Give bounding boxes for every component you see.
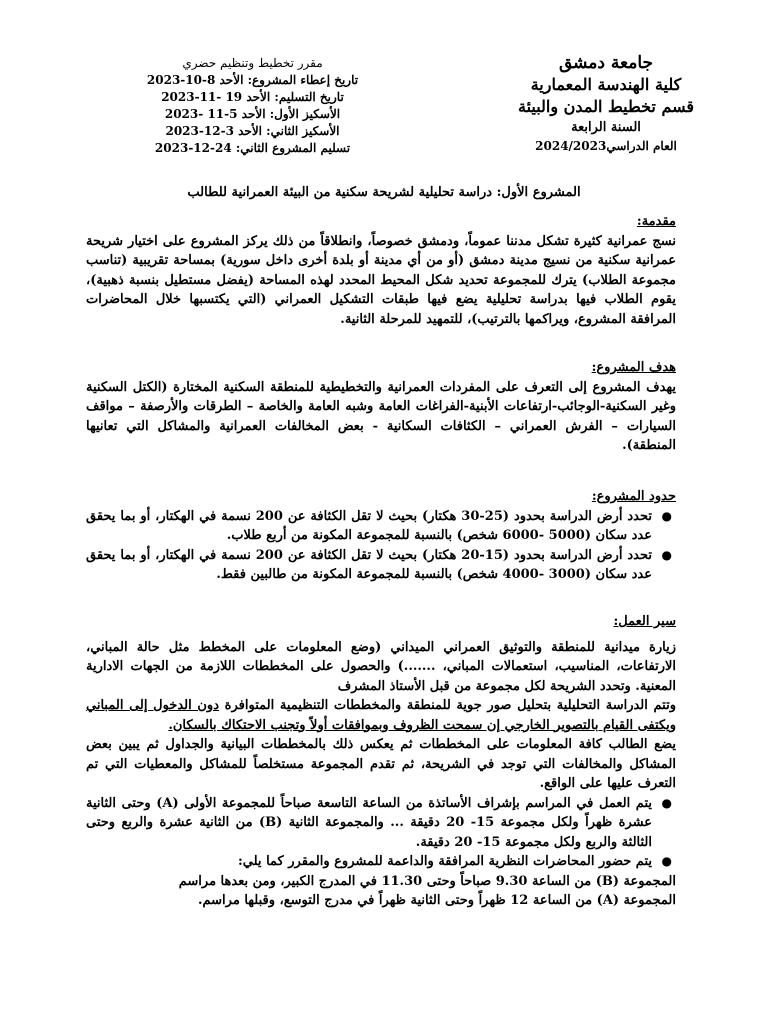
goal-heading: هدف المشروع:: [591, 360, 676, 375]
bullet-icon: ●: [661, 795, 672, 810]
workflow-paragraph-2: وتتم الدراسة التحليلية بتحليل صور جوية للمنطقة والمخططات التنظيمية المتوافرة دون الدخول إلى المباني ويكتفى القيام بالتصوير الخارجي إن سمحت الظروف وبموافقات أولاً وتجنب الاحتكاك بالسكان.: [86, 698, 677, 733]
intro-section: [86, 212, 676, 329]
institution-header: [506, 52, 706, 155]
group-a-schedule: المجموعة (A) من الساعة 12 ظهراً وحتى الثانية ظهراً في مدرج التوسع، وقبلها مراسم.: [197, 893, 676, 908]
bullet-icon: ●: [661, 854, 672, 868]
study-year: السنة الرابعة: [571, 120, 641, 135]
limits-list: [86, 507, 676, 585]
date-delivery: تاريخ التسليم: الأحد 19 -11-2023: [161, 90, 344, 104]
university-name: جامعة دمشق: [558, 53, 654, 73]
date-sketch-1: الأسكيز الأول: الأحد 5-11 -2023: [164, 107, 341, 121]
limits-heading: حدود المشروع:: [591, 489, 676, 504]
intro-text: نسج عمرانية كثيرة تشكل مدننا عموماً، ودمشق خصوصاً، وانطلاقاً من ذلك يركز المشروع على اختيار شريحة عمرانية سكنية من نسيج مدينة دمشق (أو من أي مدينة أو بلدة أخرى داخل سورية) بمساحة تقريبية (تناسب مجموعة الطلاب) يترك للمجموعة تحديد شكل المحيط المحدد لهذه المساحة (يفضل مستطيل بنسبة ذهبية)، يقوم الطلاب فيها بدراسة تحليلية يضع فيها طبقات التشكيل العمراني (التي يكتسبها خلال المحاضرات المرافقة المشروع، ويراكمها بالترتيب)، للتمهيد للمرحلة الثانية.: [86, 233, 676, 327]
workflow-list: [86, 794, 676, 872]
workflow-paragraph-3: يضع الطالب كافة المعلومات على المخططات ثم يعكس ذلك بالمخططات البيانية والجداول ثم يبين بعض المشاكل والمخالفات التي توجد في الشريحة، ثم تقدم المجموعة مستخلصاً للمشاكل والمعطيات التي تم التعرف عليها على الواقع.: [86, 737, 676, 791]
course-name: مقرر تخطيط وتنظيم حضري: [182, 56, 323, 70]
list-item: ● يتم حضور المحاضرات النظرية المرافقة والداعمة للمشروع والمقرر كما يلي:: [86, 852, 676, 872]
bullet-icon: ●: [661, 508, 672, 523]
goal-section: [86, 358, 676, 456]
restriction-text: دون الدخول إلى المباني ويكتفى القيام بالتصوير الخارجي إن سمحت الظروف وبموافقات أولاً وتجنب الاحتكاك بالسكان.: [86, 698, 676, 733]
limits-section: [86, 487, 676, 585]
faculty-name: كلية الهندسة المعمارية: [530, 75, 682, 94]
department-name: قسم تخطيط المدن والبيئة: [517, 97, 695, 116]
project-title: المشروع الأول: دراسة تحليلية لشريحة سكنية من البيئة العمرانية للطالب: [187, 185, 581, 200]
list-item: ● تحدد أرض الدراسة بحدود (25-30 هكتار) بحيث لا تقل الكثافة عن 200 نسمة في الهكتار، أو بما يحقق عدد سكان (5000 -6000 شخص) بالنسبة للمجموعة المكونة من أربع طلاب.: [86, 508, 672, 543]
group-b-schedule: المجموعة (B) من الساعة 9.30 صباحاً وحتى 11.30 في المدرج الكبير، ومن بعدها مراسم: [178, 873, 676, 889]
date-phase-2: تسليم المشروع الثاني: 24-12-2023: [154, 141, 351, 155]
goal-text: يهدف المشروع إلى التعرف على المفردات العمرانية والتخطيطية للمنطقة السكنية المختارة (الكتل السكنية وغير السكنية-الوجائب-ارتفاعات الأبنية-الفراغات العامة وشبه العامة والخاصة – الطرقات والأرصفة – مواقف السيارات – الفرش العمراني – الكثافات السكانية - بعض المخالفات العمرانية والمشاكل التي تعانيها المنطقة).: [86, 379, 676, 453]
workflow-section: [86, 612, 676, 911]
schedule-header: [145, 55, 360, 157]
list-item: ● يتم العمل في المراسم بإشراف الأساتذة من الساعة التاسعة صباحاً للمجموعة الأولى (A) وحتى الثانية عشرة ظهراً ولكل مجموعة 15- 20 دقيقة ... والمجموعة الثانية (B) من الثانية عشرة والربع وحتى الثالثة والربع ولكل مجموعة 15- 20 دقيقة.: [86, 795, 672, 850]
date-sketch-2: الأسكيز الثاني: الأحد 3-12-2023: [165, 124, 340, 138]
workflow-paragraph-1: زيارة ميدانية للمنطقة والتوثيق العمراني الميداني (وضع المعلومات على المخطط مثل حالة المباني، الارتفاعات، المناسيب، استعمالات المباني، .......) والحصول على المخططات اللازمة من الجهات الادارية المعنية. وتحدد الشريحة لكل مجموعة من قبل الأستاذ المشرف: [86, 639, 676, 694]
intro-heading: مقدمة:: [636, 214, 676, 229]
workflow-heading: سير العمل:: [613, 614, 676, 629]
academic-year: العام الدراسي2024/2023: [535, 139, 677, 153]
date-assigned: تاريخ إعطاء المشروع: الأحد 8-10-2023: [146, 73, 359, 87]
bullet-icon: ●: [661, 547, 672, 562]
list-item: ● تحدد أرض الدراسة بحدود (15-20 هكتار) بحيث لا تقل الكثافة عن 200 نسمة في الهكتار، أو بما يحقق عدد سكان (3000 -4000 شخص) بالنسبة للمجموعة المكونة من طالبين فقط.: [86, 547, 672, 582]
